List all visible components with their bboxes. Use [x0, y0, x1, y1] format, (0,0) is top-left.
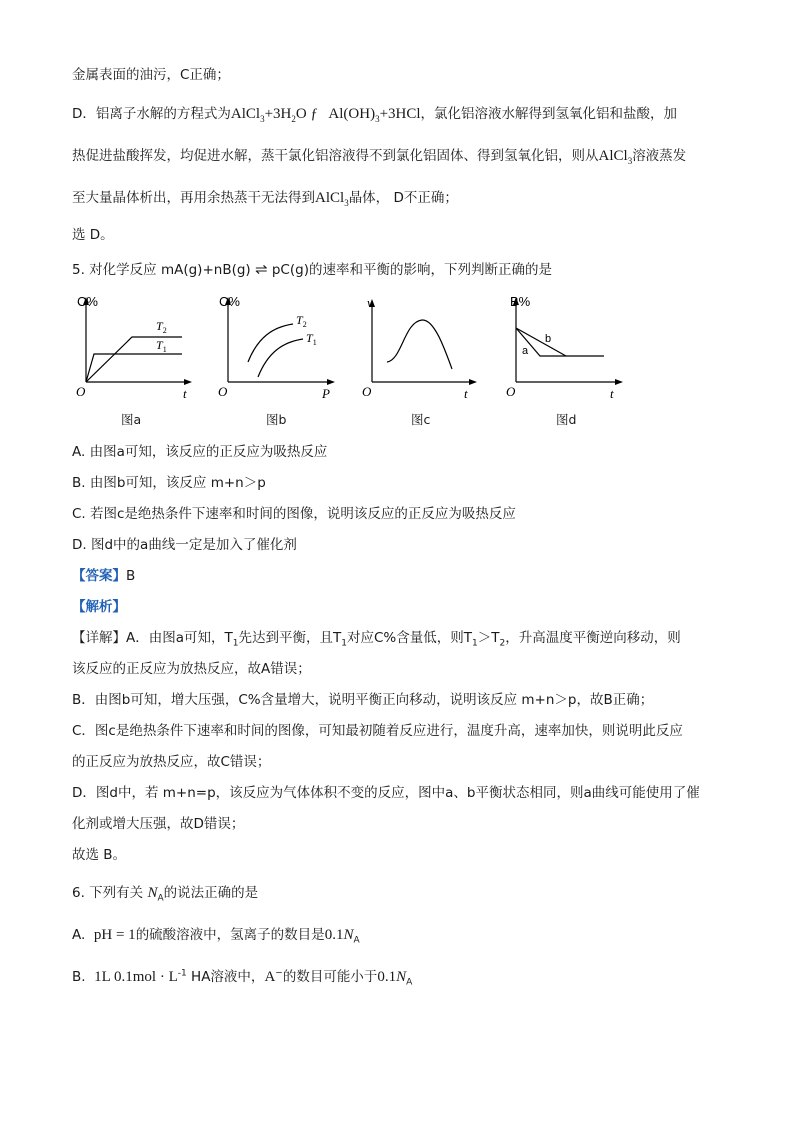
curve-t1	[258, 339, 303, 377]
y-label: C%	[219, 294, 240, 309]
x-label: P	[322, 386, 330, 401]
answer-line	[72, 567, 135, 585]
text-line	[72, 226, 114, 244]
detail-tag: 【详解】	[72, 630, 126, 646]
label-b: b	[545, 333, 552, 345]
figure-c	[362, 292, 492, 422]
figure-b	[218, 292, 348, 422]
explanation-tag: 【解析】	[72, 599, 126, 615]
question-6-option-b: B. 1L $0.1mol \cdot L^{-1}$ HA溶液中，A−的数目可能小于$0.1N_A$	[72, 968, 413, 988]
equilibrium-arrow-icon: ⇌	[254, 262, 268, 278]
text: 晶体， D不正确；	[348, 190, 458, 206]
explanation-line: 故选 B。	[72, 847, 127, 863]
question-5	[72, 261, 552, 279]
explanation-tag-line	[72, 598, 126, 616]
text: ，氯化铝溶液水解得到氢氧化铝和盐酸，加	[420, 106, 678, 122]
rate-curve	[387, 320, 452, 369]
option-a: A. 由图a可知，该反应的正反应为吸热反应	[72, 444, 328, 460]
explanation-line: 化剂或增大压强，故D错误；	[72, 816, 245, 832]
hydrolysis-equation: $AlCl_3+3H_2O$ ƒ $Al(OH)_3+3HCl$	[230, 106, 421, 124]
formula: AlCl$_3$	[315, 190, 349, 208]
caption-c: 图c	[411, 412, 431, 427]
label-t1: $T_1$	[156, 338, 167, 354]
curve-t2	[86, 337, 182, 382]
x-label: t	[610, 386, 614, 401]
origin-label: O	[506, 384, 516, 399]
x-label: t	[464, 386, 468, 401]
text: 金属表面的油污，C正确；	[72, 67, 230, 83]
label-a: a	[522, 345, 529, 357]
origin-label: O	[76, 384, 86, 399]
curve-a	[516, 328, 604, 356]
text: 热促进盐酸挥发，均促进水解，蒸干氯化铝溶液得不到氯化铝固体、得到氢氧化铝，则从	[72, 148, 599, 164]
answer-value: B	[126, 568, 136, 584]
question-6: 6. 下列有关 $N_A$的说法正确的是	[72, 885, 259, 904]
x-arrow-icon	[184, 379, 192, 385]
explanation-line: D．图d中，若 m+n=p，该反应为气体体积不变的反应，图中a、b平衡状态相同，则a曲线可能使用了催	[72, 785, 700, 801]
answer-tag: 【答案】	[72, 568, 126, 584]
x-label: t	[183, 386, 187, 401]
label-t2: $T_2$	[156, 319, 167, 335]
label-t2: $T_2$	[296, 313, 307, 329]
y-label: v	[367, 295, 373, 310]
text: D．铝离子水解的方程式为	[72, 106, 231, 122]
option-d: D. 图d中的a曲线一定是加入了催化剂	[72, 537, 297, 553]
origin-label: O	[362, 384, 372, 399]
option-b: B. 由图b可知，该反应 m+n＞p	[72, 475, 266, 491]
x-arrow-icon	[615, 379, 623, 385]
caption-b: 图b	[266, 412, 287, 427]
explanation-line: B．由图b可知，增大压强，C%含量增大，说明平衡正向移动，说明该反应 m+n＞p，故B正确；	[72, 692, 654, 708]
label-t1: $T_1$	[306, 331, 317, 347]
option-c: C. 若图c是绝热条件下速率和时间的图像，说明该反应的正反应为吸热反应	[72, 506, 516, 522]
y-label: B%	[510, 294, 531, 309]
figure-a	[72, 292, 202, 422]
explanation-line: 该反应的正反应为放热反应，故A错误；	[72, 661, 311, 677]
text: 选 D。	[72, 227, 114, 243]
formula: AlCl$_3$	[598, 148, 633, 166]
explanation-line: 的正反应为放热反应，故C错误；	[72, 754, 271, 770]
question-6-option-a: A. pH = 1的硫酸溶液中，氢离子的数目是$0.1N_A$	[72, 927, 360, 946]
text: pC(g)的速率和平衡的影响，下列判断正确的是	[271, 262, 552, 278]
explanation-line: C．图c是绝热条件下速率和时间的图像，可知最初随着反应进行，温度升高，速率加快，则说明此反应	[72, 723, 683, 739]
text-line	[72, 66, 230, 84]
x-arrow-icon	[327, 379, 335, 385]
text-line	[72, 189, 458, 207]
y-label: C%	[77, 294, 98, 309]
x-arrow-icon	[469, 379, 477, 385]
explanation-line: 【详解】A．由图a可知，$T_1$先达到平衡，且$T_1$对应C%含量低，则$T_1>T_2$，升高温度平衡逆向移动，则	[72, 630, 681, 649]
text: 5. 对化学反应 mA(g)+nB(g)	[72, 262, 251, 278]
caption-d: 图d	[556, 412, 577, 427]
figure-d	[506, 292, 636, 422]
text: 至大量晶体析出，再用余热蒸干无法得到	[72, 190, 315, 206]
caption-a: 图a	[121, 412, 142, 427]
text: 溶液蒸发	[632, 148, 687, 164]
text-line	[72, 105, 677, 123]
origin-label: O	[218, 384, 228, 399]
text-line	[72, 147, 686, 165]
